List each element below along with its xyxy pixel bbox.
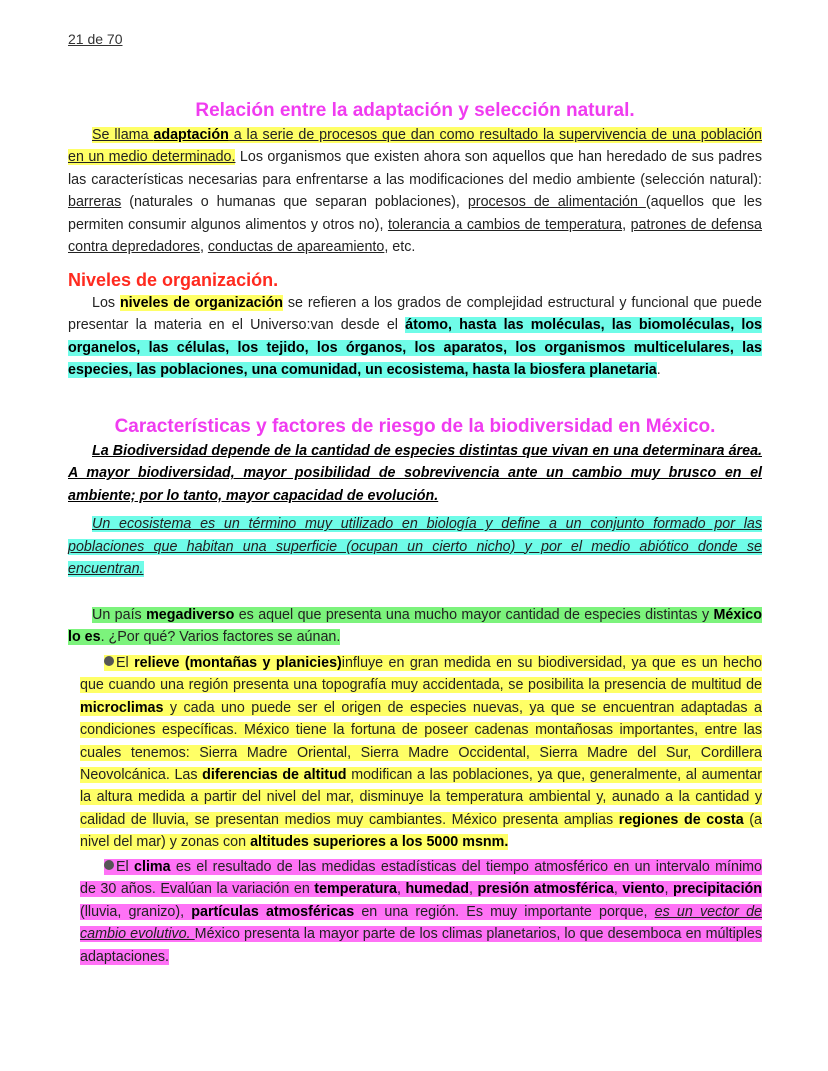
bullet-dot-icon xyxy=(104,860,114,870)
term-barreras: barreras xyxy=(68,194,122,211)
text-comma-d: , xyxy=(664,881,674,898)
text-relieve-4: (a nivel del mar) y zonas con xyxy=(80,811,762,851)
paragraph-ecosistema xyxy=(68,513,762,580)
term-altitudes: altitudes superiores a los 5000 msnm. xyxy=(250,834,509,851)
term-megadiverso: megadiverso xyxy=(146,607,235,623)
text-comma-b: , xyxy=(469,881,478,898)
bullet-clima xyxy=(80,856,762,968)
paragraph-niveles xyxy=(68,292,762,382)
text-etc: , etc. xyxy=(384,239,416,256)
text-relieve-3: modifican a las poblaciones, ya que, generalmente, al aumentar la altura medida a partir del nivel del mar, disminuye la temperatura ambiental y, aunado a la cantidad y calidad de lluvia, se presentan medios muy cambiantes. México presenta amplias xyxy=(80,767,762,828)
term-costa: regiones de costa xyxy=(618,811,744,828)
text-los: Los xyxy=(92,295,120,311)
heading-biodiversidad: Características y factores de riesgo de la biodiversidad en México. xyxy=(114,416,716,437)
paragraph-adaptacion xyxy=(68,124,762,258)
bullet-point-relieve xyxy=(104,655,116,671)
text-clima-3: en una región. Es muy importante porque, xyxy=(354,903,655,920)
highlight-se-llama: Se llama xyxy=(92,127,154,143)
term-microclimas: microclimas xyxy=(80,699,164,716)
text-barreras-note: (naturales o humanas que separan poblaciones), xyxy=(121,194,468,211)
bullet-point-clima xyxy=(104,859,116,875)
highlight-niveles-list: átomo, hasta las moléculas, las biomoléculas, los organelos, las células, los tejido, los órganos, los aparatos, los organismos multicelulares, las especies, las poblaciones, una comunidad, un ecosistema, hasta la biosfera planetaria xyxy=(68,317,763,379)
text-el-1: El xyxy=(116,655,135,671)
text-vector: es un vector de cambio evolutivo. xyxy=(80,903,762,943)
bullet-dot-icon xyxy=(104,656,114,666)
term-niveles: niveles de organización xyxy=(119,295,284,311)
section-megadiverso xyxy=(68,604,762,649)
text-niveles-def: se refieren a los grados de complejidad estructural y funcional que puede presentar la materia en el Universo:van desde el xyxy=(68,295,762,334)
heading-adaptacion: Relación entre la adaptación y selección natural. xyxy=(195,100,635,121)
text-comma-a: , xyxy=(396,881,406,898)
term-presion: presión atmosférica xyxy=(477,881,614,898)
text-comma-c: , xyxy=(613,881,623,898)
term-tolerancia: tolerancia a cambios de temperatura xyxy=(387,216,623,233)
text-por-que: . ¿Por qué? Varios factores se aúnan. xyxy=(100,629,341,646)
highlight-ecosistema: Un ecosistema es un término muy utilizado en biología y define a un conjunto formado por las poblaciones que habitan una superficie (ocupan un cierto nicho) y por el medio abiótico donde se encuentran. xyxy=(68,516,762,578)
term-procesos: procesos de alimentación xyxy=(467,194,646,211)
text-relieve-1: influye en gran medida en su biodiversidad, ya que es un hecho que cuando una región presenta una topografía muy accidentada, se posibilita la presencia de multitud de xyxy=(80,655,762,694)
section-biodiversidad xyxy=(68,414,762,580)
heading-niveles: Niveles de organización. xyxy=(68,270,279,290)
text-clima-2: (lluvia, granizo), xyxy=(80,903,192,920)
bullet-relieve xyxy=(80,652,762,854)
term-viento: viento xyxy=(622,881,665,898)
paragraph-biodiversidad xyxy=(68,440,762,507)
term-humedad: humedad xyxy=(405,881,469,898)
text-clima-1: es el resultado de las medidas estadísticas del tiempo atmosférico en un intervalo mínimo de 30 años. Evalúan la variación en xyxy=(80,859,762,898)
text-comma-2: , xyxy=(199,239,208,256)
text-period: . xyxy=(656,362,661,379)
highlight-definition: a la serie de procesos que dan como resultado la supervivencia de una población en un medio determinado. xyxy=(68,127,762,166)
term-mexico: México lo es xyxy=(68,607,762,646)
text-clima-4: México presenta la mayor parte de los climas planetarios, lo que desemboca en múltiples adaptaciones. xyxy=(80,926,762,965)
paragraph-clima xyxy=(80,856,762,968)
page-number: 21 de 70 xyxy=(68,31,123,47)
paragraph-relieve xyxy=(80,652,762,854)
term-particulas: partículas atmosféricas xyxy=(191,903,355,920)
section-adaptacion xyxy=(68,98,762,258)
text-comma-1: , xyxy=(622,216,631,233)
text-pais: Un país xyxy=(92,607,147,623)
term-temperatura: temperatura xyxy=(314,881,397,898)
paragraph-megadiverso xyxy=(68,604,762,649)
text-el-2: El xyxy=(116,859,135,875)
term-diferencias: diferencias de altitud xyxy=(202,767,347,784)
term-patrones: patrones de defensa contra depredadores xyxy=(68,216,762,256)
term-clima: clima xyxy=(134,859,171,875)
text-pais-def: es aquel que presenta una mucho mayor cantidad de especies distintas y xyxy=(234,607,714,623)
term-precipitacion: precipitación xyxy=(673,881,763,898)
text-procesos-note: (aquellos que les permiten consumir algunos alimentos y otros no), xyxy=(68,194,762,233)
term-relieve: relieve (montañas y planicies) xyxy=(134,655,342,671)
text-organismos: Los organismos que existen ahora son aquellos que han heredado de sus padres las características necesarias para enfrentarse a las modificaciones del medio ambiente (selección natural): xyxy=(68,149,762,188)
text-biodiversidad: La Biodiversidad depende de la cantidad de especies distintas que vivan en una determinara área. A mayor biodiversidad, mayor posibilidad de sobrevivencia ante un cambio muy brusco en el ambiente; por lo tanto, mayor capacidad de evolución. xyxy=(68,443,762,504)
term-adaptacion: adaptación xyxy=(153,127,229,143)
term-conductas: conductas de apareamiento xyxy=(207,239,385,256)
section-niveles xyxy=(68,268,762,382)
text-relieve-2: y cada uno puede ser el origen de especies nuevas, ya que se encuentran adaptadas a condiciones específicas. México tiene la fortuna de poseer cadenas montañosas importantes, entre las cuales tenemos: Sierra Madre Oriental, Sierra Madre Occidental, Sierra Madre del Sur, Cordillera Neovolcánica. Las xyxy=(80,699,762,784)
